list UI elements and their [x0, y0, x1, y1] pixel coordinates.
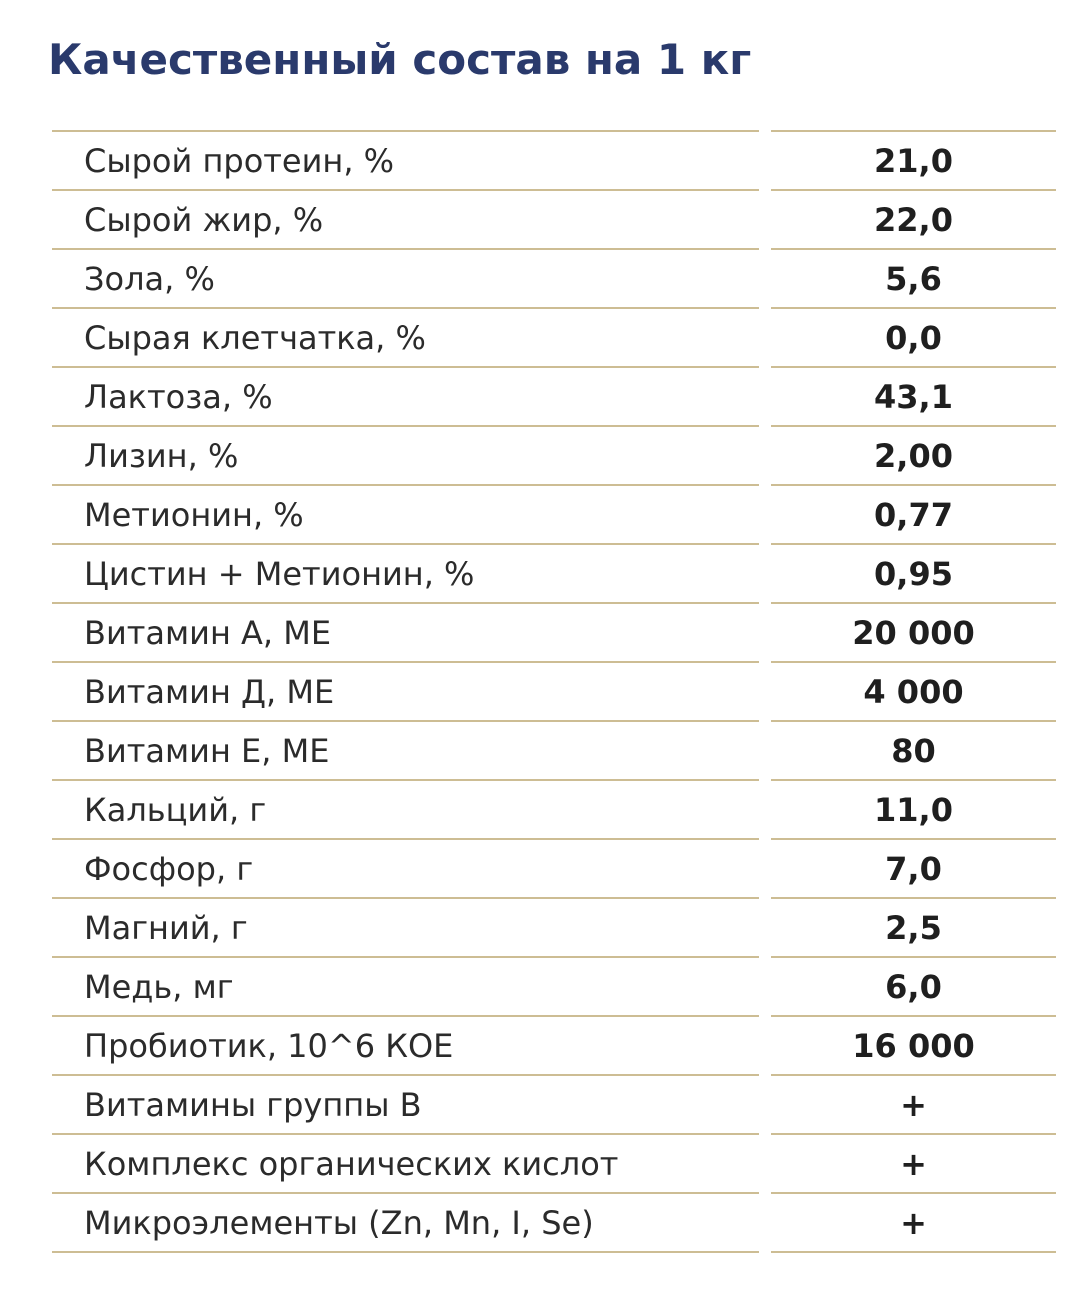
- label-cell: [52, 484, 759, 543]
- table-row: [52, 897, 1056, 956]
- value-cell: [771, 661, 1056, 720]
- table-row: [52, 838, 1056, 897]
- value-cell: [771, 484, 1056, 543]
- table-row: [52, 189, 1056, 248]
- table-row: [52, 720, 1056, 779]
- value-cell: [771, 779, 1056, 838]
- row-label: Цистин + Метионин, %: [84, 555, 475, 593]
- value-cell: [771, 602, 1056, 661]
- value-cell: [771, 543, 1056, 602]
- row-value: +: [900, 1145, 927, 1183]
- row-value: 7,0: [885, 850, 942, 888]
- row-label: Витамины группы В: [84, 1086, 422, 1124]
- label-cell: [52, 956, 759, 1015]
- label-cell: [52, 838, 759, 897]
- value-cell: [771, 248, 1056, 307]
- table-row: [52, 602, 1056, 661]
- row-value: 22,0: [874, 201, 953, 239]
- row-value: 16 000: [852, 1027, 975, 1065]
- value-cell: [771, 897, 1056, 956]
- label-cell: [52, 425, 759, 484]
- label-cell: [52, 1192, 759, 1253]
- table-row: [52, 1192, 1056, 1251]
- label-cell: [52, 720, 759, 779]
- row-value: 0,77: [874, 496, 953, 534]
- row-label: Зола, %: [84, 260, 215, 298]
- table-row: [52, 661, 1056, 720]
- label-cell: [52, 1015, 759, 1074]
- row-label: Фосфор, г: [84, 850, 254, 888]
- table-row: [52, 1015, 1056, 1074]
- row-value: 6,0: [885, 968, 942, 1006]
- composition-table: [52, 130, 1056, 1251]
- table-row: [52, 1133, 1056, 1192]
- label-cell: [52, 189, 759, 248]
- row-value: 21,0: [874, 142, 953, 180]
- table-row: [52, 543, 1056, 602]
- label-cell: [52, 366, 759, 425]
- table-row: [52, 956, 1056, 1015]
- value-cell: [771, 1192, 1056, 1253]
- row-value: 2,00: [874, 437, 953, 475]
- row-label: Пробиотик, 10^6 КОЕ: [84, 1027, 454, 1065]
- value-cell: [771, 1015, 1056, 1074]
- row-label: Сырой протеин, %: [84, 142, 395, 180]
- value-cell: [771, 1133, 1056, 1192]
- row-label: Сырой жир, %: [84, 201, 324, 239]
- value-cell: [771, 956, 1056, 1015]
- table-row: [52, 484, 1056, 543]
- row-label: Витамин А, МЕ: [84, 614, 332, 652]
- label-cell: [52, 543, 759, 602]
- row-value: 5,6: [885, 260, 942, 298]
- row-value: 80: [891, 732, 936, 770]
- row-label: Лактоза, %: [84, 378, 273, 416]
- row-label: Кальций, г: [84, 791, 267, 829]
- value-cell: [771, 1074, 1056, 1133]
- row-label: Витамин Д, МЕ: [84, 673, 335, 711]
- value-cell: [771, 366, 1056, 425]
- row-label: Лизин, %: [84, 437, 239, 475]
- label-cell: [52, 1074, 759, 1133]
- value-cell: [771, 130, 1056, 189]
- value-cell: [771, 838, 1056, 897]
- row-value: 0,0: [885, 319, 942, 357]
- row-value: +: [900, 1086, 927, 1124]
- table-row: [52, 307, 1056, 366]
- row-value: 4 000: [863, 673, 964, 711]
- label-cell: [52, 307, 759, 366]
- row-label: Метионин, %: [84, 496, 304, 534]
- row-value: +: [900, 1204, 927, 1242]
- table-row: [52, 130, 1056, 189]
- table-row: [52, 425, 1056, 484]
- label-cell: [52, 1133, 759, 1192]
- row-label: Магний, г: [84, 909, 248, 947]
- label-cell: [52, 779, 759, 838]
- table-row: [52, 248, 1056, 307]
- value-cell: [771, 189, 1056, 248]
- row-value: 0,95: [874, 555, 953, 593]
- row-value: 11,0: [874, 791, 953, 829]
- label-cell: [52, 130, 759, 189]
- label-cell: [52, 897, 759, 956]
- row-value: 20 000: [852, 614, 975, 652]
- row-value: 2,5: [885, 909, 942, 947]
- row-label: Медь, мг: [84, 968, 234, 1006]
- table-row: [52, 1074, 1056, 1133]
- value-cell: [771, 425, 1056, 484]
- label-cell: [52, 602, 759, 661]
- row-label: Сырая клетчатка, %: [84, 319, 426, 357]
- label-cell: [52, 661, 759, 720]
- table-row: [52, 366, 1056, 425]
- row-label: Микроэлементы (Zn, Mn, I, Se): [84, 1204, 594, 1242]
- row-label: Комплекс органических кислот: [84, 1145, 619, 1183]
- table-row: [52, 779, 1056, 838]
- value-cell: [771, 307, 1056, 366]
- page-title: Качественный состав на 1 кг: [48, 35, 752, 84]
- label-cell: [52, 248, 759, 307]
- row-value: 43,1: [874, 378, 953, 416]
- value-cell: [771, 720, 1056, 779]
- row-label: Витамин Е, МЕ: [84, 732, 330, 770]
